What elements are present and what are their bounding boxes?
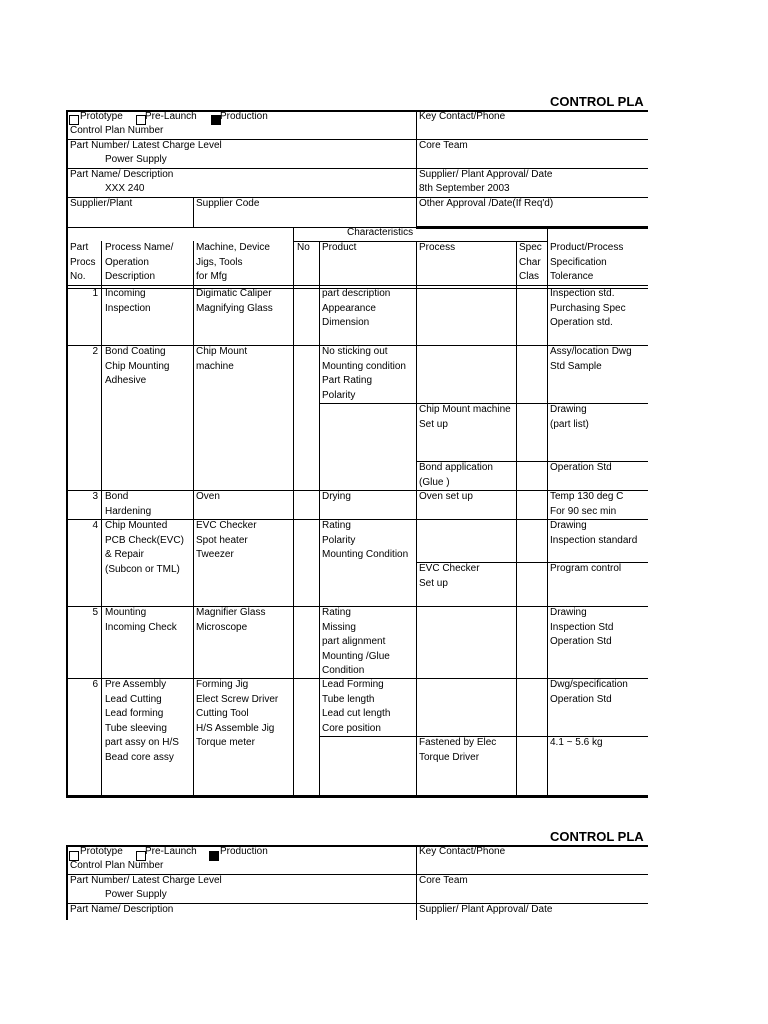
row-4-no: 4 [92,520,98,531]
col-line [547,227,548,797]
row-1-machine: Digimatic Caliper Magnifying Glass [196,288,273,314]
row-2b-spec: Operation Std [550,462,612,473]
characteristics-header: Characteristics [347,227,414,238]
p2-left-border [66,845,68,920]
p2-core-team-label: Core Team [419,875,468,886]
row-5-machine: Magnifier Glass Microscope [196,607,266,633]
other-approval-label: Other Approval /Date(If Req'd) [419,198,554,209]
approval-date-value: 8th September 2003 [419,183,510,194]
row-3-process: Oven set up [419,491,473,502]
row-3-name: Bond Hardening [105,491,152,517]
prelaunch-label: Pre-Launch [145,111,197,122]
row-3-product: Drying [322,491,351,502]
p2-production-checkbox[interactable] [209,851,219,861]
p2-prototype-label: Prototype [80,846,123,857]
row-4a-spec: Program control [550,563,622,574]
p2-control-plan-number-label: Control Plan Number [70,860,164,871]
row-2-no: 2 [92,346,98,357]
row-1-spec: Inspection std. Purchasing Spec Operation std. [550,288,626,328]
col-part-procs: Part Procs No. [70,242,96,282]
p2-prelaunch-label: Pre-Launch [145,846,197,857]
header-supplier-divider [193,197,194,227]
part-name-value: XXX 240 [105,183,145,194]
row-4a-process: EVC Checker Set up [419,563,480,589]
row-6-name: Pre Assembly Lead Cutting Lead forming Tube sleeving part assy on H/S Bead core assy [105,679,179,763]
row-3-no: 3 [92,491,98,502]
row-2a-spec: Drawing (part list) [550,404,589,430]
column-header-line [68,285,648,286]
row-4-product: Rating Polarity Mounting Condition [322,520,409,560]
col-process: Process [419,242,456,253]
row-5-no: 5 [92,607,98,618]
row-6-machine: Forming Jig Elect Screw Driver Cutting Tool H/S Assemble Jig Torque meter [196,679,279,748]
row-1-name: Incoming Inspection [105,288,151,314]
p2-header-mid-divider [416,845,417,920]
row-5-product: Rating Missing part alignment Mounting /Glue Condition [322,607,390,676]
header-row-line [68,197,648,198]
production-label: Production [220,111,268,122]
p2-supplier-approval-label: Supplier/ Plant Approval/ Date [419,904,553,915]
core-team-label: Core Team [419,140,468,151]
col-spec-char: Spec Char Clas [519,242,542,282]
p2-part-number-value: Power Supply [105,889,167,900]
supplier-code-label: Supplier Code [196,198,260,209]
row-4-machine: EVC Checker Spot heater Tweezer [196,520,257,560]
key-contact-label: Key Contact/Phone [419,111,506,122]
row-4-name: Chip Mounted PCB Check(EVC) & Repair (Subcon or TML) [105,520,184,575]
col-machine: Machine, Device Jigs, Tools for Mfg [196,242,270,282]
row-6-no: 6 [92,679,98,690]
col-line [293,227,294,797]
page-title: CONTROL PLA [550,94,644,109]
row-5-name: Mounting Incoming Check [105,607,177,633]
row-6-spec: Dwg/specification Operation Std [550,679,628,705]
col-no: No [297,242,310,253]
row-5-spec: Drawing Inspection Std Operation Std [550,607,614,647]
row-2-spec: Assy/location Dwg Std Sample [550,346,632,372]
page-2-title: CONTROL PLA [550,829,644,844]
prototype-label: Prototype [80,111,123,122]
row-2-machine: Chip Mount machine [196,346,248,372]
supplier-approval-label: Supplier/ Plant Approval/ Date [419,169,553,180]
header-bottom-thick [416,226,648,229]
col-process-name: Process Name/ Operation Description [105,242,174,282]
col-spec-tolerance: Product/Process Specification Tolerance [550,242,624,282]
row-1-no: 1 [92,288,98,299]
row-1-product: part description Appearance Dimension [322,288,391,328]
row-6-product: Lead Forming Tube length Lead cut length Core position [322,679,391,734]
left-border [66,110,68,798]
row-2-product: No sticking out Mounting condition Part Rating Polarity [322,346,406,401]
part-name-label: Part Name/ Description [70,169,174,180]
p2-part-number-label: Part Number/ Latest Charge Level [70,875,222,886]
row-6a-spec: 4.1 ~ 5.6 kg [550,737,603,748]
p2-part-name-label: Part Name/ Description [70,904,174,915]
col-product: Product [322,242,357,253]
table-bottom-border [66,795,648,798]
part-number-label: Part Number/ Latest Charge Level [70,140,222,151]
row-3-spec: Temp 130 deg C For 90 sec min [550,491,624,517]
control-plan-number-label: Control Plan Number [70,125,164,136]
row-2-name: Bond Coating Chip Mounting Adhesive [105,346,170,386]
row-6a-process: Fastened by Elec Torque Driver [419,737,497,763]
p2-key-contact-label: Key Contact/Phone [419,846,506,857]
row-2b-process: Bond application (Glue ) [419,462,493,488]
row-2a-process: Chip Mount machine Set up [419,404,511,430]
row-3-machine: Oven [196,491,220,502]
supplier-plant-label: Supplier/Plant [70,198,133,209]
row-4-spec: Drawing Inspection standard [550,520,638,546]
part-number-value: Power Supply [105,154,167,165]
p2-production-label: Production [220,846,268,857]
